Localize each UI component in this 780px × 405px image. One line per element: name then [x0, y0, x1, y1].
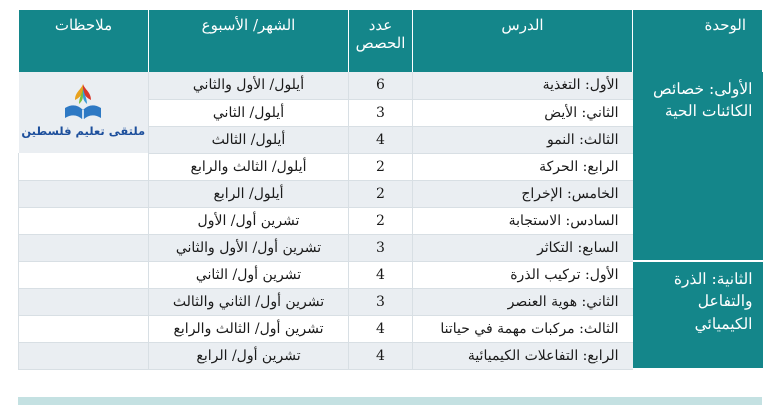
notes-cell [19, 234, 149, 261]
logo [19, 80, 149, 150]
lesson-schedule-table [18, 10, 763, 370]
lesson-cell: الثالث: مركبات مهمة في حياتنا [413, 315, 633, 342]
lesson-cell: السابع: التكاثر [413, 234, 633, 261]
notes-cell [19, 315, 149, 342]
lesson-cell: الثاني: هوية العنصر [413, 288, 633, 315]
lesson-cell: الخامس: الإخراج [413, 180, 633, 207]
lesson-cell: السادس: الاستجابة [413, 207, 633, 234]
lesson-cell: الثالث: النمو [413, 126, 633, 153]
count-cell: 6 [349, 72, 413, 99]
lesson-cell: الرابع: التفاعلات الكيميائية [413, 342, 633, 369]
notes-cell [19, 207, 149, 234]
header-month: الشهر/ الأسبوع [149, 10, 349, 72]
count-cell: 2 [349, 207, 413, 234]
month-cell: أيلول/ الأول والثاني [149, 72, 349, 99]
count-cell: 3 [349, 99, 413, 126]
month-cell: تشرين أول/ الأول والثاني [149, 234, 349, 261]
notes-cell [19, 153, 149, 180]
header-notes: ملاحظات [19, 10, 149, 72]
header-row [19, 10, 763, 72]
cropped-title-strip [0, 0, 780, 10]
month-cell: تشرين أول/ الرابع [149, 342, 349, 369]
book-logo-icon [61, 80, 105, 124]
table-row [19, 72, 763, 99]
count-cell: 2 [349, 153, 413, 180]
notes-cell [19, 342, 149, 369]
lesson-cell: الأول: التغذية [413, 72, 633, 99]
notes-cell [19, 261, 149, 288]
month-cell: أيلول/ الرابع [149, 180, 349, 207]
lesson-cell: الأول: تركيب الذرة [413, 261, 633, 288]
logo-text: ملتقى تعليم فلسطين [21, 124, 146, 138]
cropped-next-row-strip [18, 397, 762, 405]
header-count-line1: عدد [368, 16, 393, 34]
month-cell: أيلول/ الثاني [149, 99, 349, 126]
month-cell: تشرين أول/ الثاني والثالث [149, 288, 349, 315]
month-cell: تشرين أول/ الثالث والرابع [149, 315, 349, 342]
lesson-cell: الثاني: الأيض [413, 99, 633, 126]
unit-cell-1: الأولى: خصائص الكائنات الحية [633, 72, 763, 261]
notes-cell [19, 180, 149, 207]
count-cell: 4 [349, 342, 413, 369]
lesson-cell: الرابع: الحركة [413, 153, 633, 180]
month-cell: تشرين أول/ الأول [149, 207, 349, 234]
count-cell: 2 [349, 180, 413, 207]
month-cell: أيلول/ الثالث [149, 126, 349, 153]
notes-cell [19, 288, 149, 315]
month-cell: أيلول/ الثالث والرابع [149, 153, 349, 180]
table-row [19, 261, 763, 288]
month-cell: تشرين أول/ الثاني [149, 261, 349, 288]
header-unit: الوحدة [633, 10, 763, 72]
unit-cell-2: الثانية: الذرة والتفاعل الكيميائي [633, 261, 763, 369]
header-lesson: الدرس [413, 10, 633, 72]
header-count-line2: الحصص [355, 34, 406, 52]
count-cell: 3 [349, 234, 413, 261]
count-cell: 3 [349, 288, 413, 315]
count-cell: 4 [349, 261, 413, 288]
count-cell: 4 [349, 315, 413, 342]
notes-logo-cell [19, 72, 149, 153]
header-count [349, 10, 413, 72]
count-cell: 4 [349, 126, 413, 153]
